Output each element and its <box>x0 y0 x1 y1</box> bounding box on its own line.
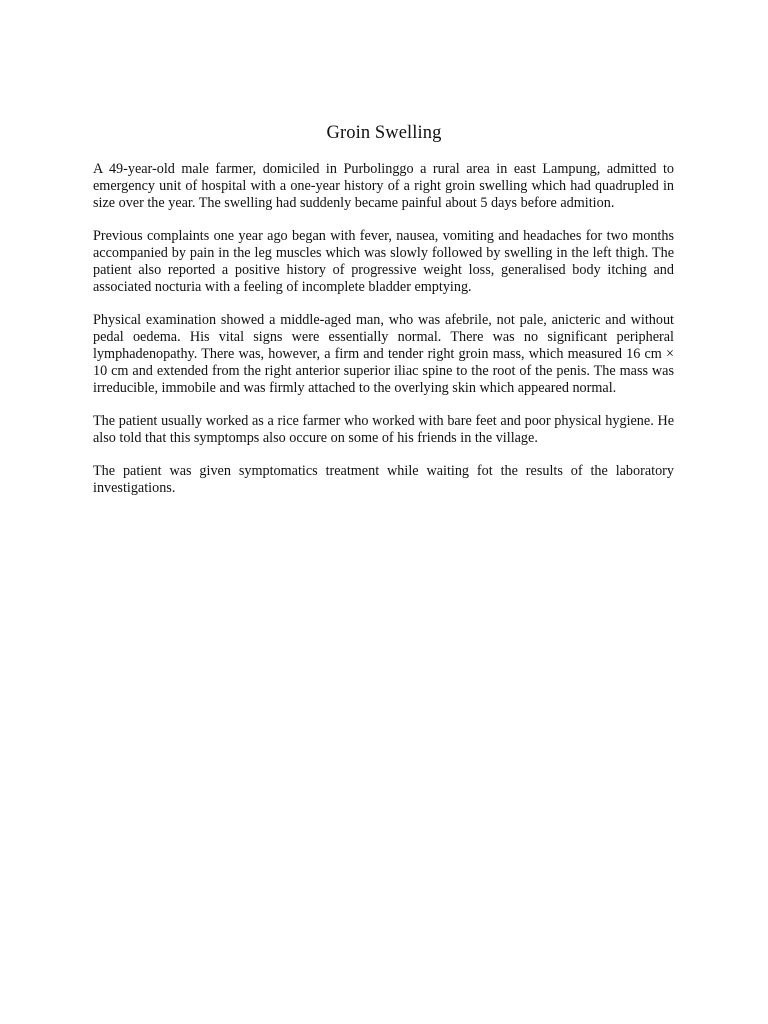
paragraph-examination: Physical examination showed a middle-aged man, who was afebrile, not pale, anicteric and without pedal oedema. His vital signs were essentially normal. There was no significant peripheral lymphadenopathy. There was, however, a firm and tender right groin mass, which measured 16 cm × 10 cm and extended from the right anterior superior iliac spine to the root of the penis. The mass was irreducible, immobile and was firmly attached to the overlying skin which appeared normal. <box>93 312 674 396</box>
paragraph-treatment: The patient was given symptomatics treatment while waiting fot the results of the laboratory investigations. <box>93 463 674 496</box>
document-title: Groin Swelling <box>326 123 442 143</box>
document-body <box>93 161 674 513</box>
paragraph-presentation: A 49-year-old male farmer, domiciled in Purbolinggo a rural area in east Lampung, admitted to emergency unit of hospital with a one-year history of a right groin swelling which had quadrupled in size over the year. The swelling had suddenly became painful about 5 days before admition. <box>93 161 674 211</box>
paragraph-occupation: The patient usually worked as a rice farmer who worked with bare feet and poor physical hygiene. He also told that this symptomps also occure on some of his friends in the village. <box>93 413 674 446</box>
paragraph-history: Previous complaints one year ago began with fever, nausea, vomiting and headaches for two months accompanied by pain in the leg muscles which was slowly followed by swelling in the left thigh. The patient also reported a positive history of progressive weight loss, generalised body itching and associated nocturia with a feeling of incomplete bladder emptying. <box>93 228 674 295</box>
